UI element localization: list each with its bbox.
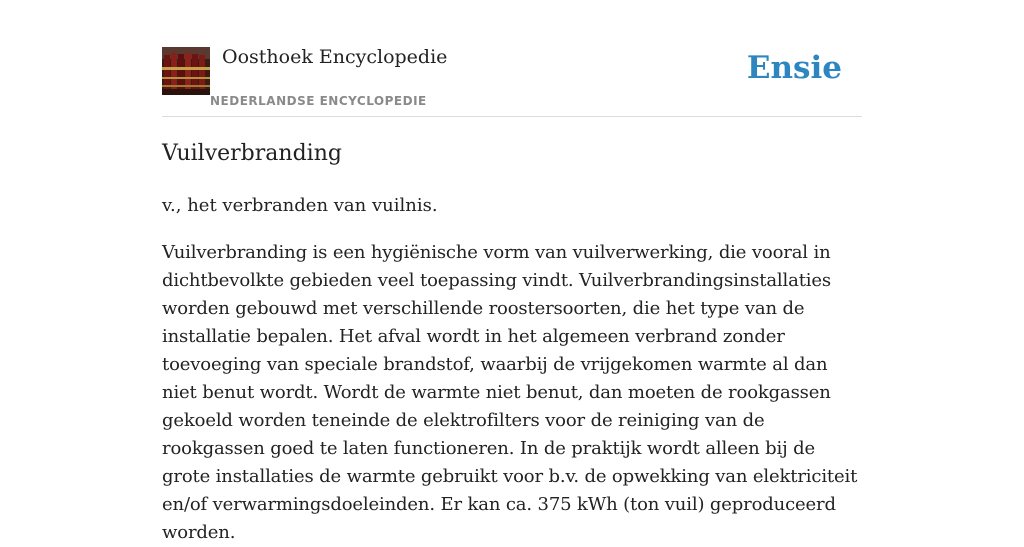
ensie-logo-link[interactable]: Ensie: [746, 50, 842, 86]
site-header: [162, 46, 862, 117]
article: [162, 140, 862, 547]
article-lead: v., het verbranden van vuilnis.: [162, 195, 438, 216]
article-title: Vuilverbranding: [162, 141, 342, 166]
article-body: Vuilverbranding is een hygiënische vorm van vuilverwerking, die vooral in dichtbevolkte gebieden veel toepassing vindt. Vuilverbrandingsinstallaties worden gebouwd met verschillende roostersoorten, die het type van de installatie bepalen. Het afval wordt in het algemeen verbrand zonder toevoeging van speciale brandstof, waarbij de vrijgekomen warmte al dan niet benut wordt. Wordt de warmte niet benut, dan moeten de rookgassen gekoeld worden teneinde de elektrofilters voor de reiniging van de rookgassen goed te laten functioneren. In de praktijk wordt alleen bij de grote installaties de warmte gebruikt voor b.v. de opwekking van elektriciteit en/of verwarmingsdoeleinden. Er kan ca. 375 kWh (ton vuil) geproduceerd worden.: [162, 242, 858, 543]
encyclopedia-books-icon[interactable]: [162, 47, 210, 95]
site-subtitle: NEDERLANDSE ENCYCLOPEDIE: [210, 94, 427, 108]
site-title-link[interactable]: Oosthoek Encyclopedie: [222, 46, 448, 68]
